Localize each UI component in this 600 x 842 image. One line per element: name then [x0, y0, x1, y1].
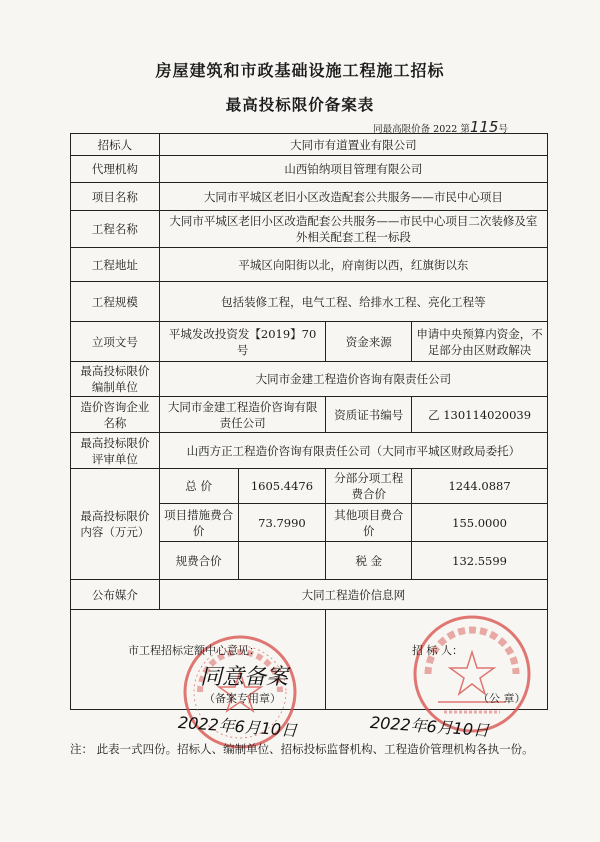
record-number-handwritten: 115 — [469, 118, 499, 136]
agency-label: 代理机构 — [71, 156, 160, 183]
row-approval-doc — [71, 322, 548, 362]
subitem-cost-value: 1244.0887 — [412, 469, 548, 504]
footnote: 注： 此表一式四份。招标人、编制单位、招标投标监督机构、工程造价管理机构各执一份。 — [70, 742, 534, 756]
fees-label: 规费合价 — [159, 542, 238, 580]
project-name-label: 项目名称 — [71, 183, 160, 211]
reviewer-label: 最高投标限价评审单位 — [71, 433, 160, 469]
price-content-label: 最高投标限价内容（万元） — [71, 469, 160, 580]
fund-source-value: 申请中央预算内资金，不足部分由区财政解决 — [412, 322, 548, 362]
compiler-value: 大同市金建工程造价咨询有限责任公司 — [159, 362, 547, 397]
row-agency — [71, 156, 548, 183]
row-compiler — [71, 362, 548, 397]
engineering-name-label: 工程名称 — [71, 211, 160, 248]
compiler-label: 最高投标限价编制单位 — [71, 362, 160, 397]
record-number-suffix: 号 — [498, 124, 508, 135]
tax-label: 税 金 — [326, 542, 412, 580]
cost-consult-label: 造价咨询企业名称 — [71, 397, 160, 433]
measures-cost-value: 73.7990 — [238, 504, 326, 542]
total-price-value: 1605.4476 — [238, 469, 326, 504]
row-reviewer — [71, 433, 548, 469]
row-project-name — [71, 183, 548, 211]
row-cost-consult — [71, 397, 548, 433]
row-engineering-name — [71, 211, 548, 248]
total-price-label: 总 价 — [159, 469, 238, 504]
reviewer-value: 山西方正工程造价咨询有限责任公司（大同市平城区财政局委托） — [159, 433, 547, 469]
row-price-total — [71, 469, 548, 504]
other-cost-value: 155.0000 — [412, 504, 548, 542]
tenderer-value: 大同市有道置业有限公司 — [159, 134, 547, 156]
row-media — [71, 580, 548, 610]
engineering-scale-label: 工程规模 — [71, 282, 160, 322]
record-number-prefix: 同最高限价备 2022 第 — [373, 124, 470, 135]
engineering-address-value: 平城区向阳街以北，府南街以西，红旗街以东 — [159, 248, 547, 282]
measures-cost-label: 项目措施费合价 — [159, 504, 238, 542]
left-signature-note: 市工程招标定额中心意见： — [128, 644, 260, 657]
tenderer-label: 招标人 — [71, 134, 160, 156]
handwritten-approval: 同意备案 — [200, 665, 289, 690]
cost-consult-value: 大同市金建工程造价咨询有限责任公司 — [159, 397, 326, 433]
title-line-1: 房屋建筑和市政基础设施工程施工招标 — [155, 61, 445, 80]
media-label: 公布媒介 — [71, 580, 160, 610]
agency-value: 山西铂纳项目管理有限公司 — [159, 156, 547, 183]
right-stamp-caption: （公 章） — [478, 692, 526, 705]
row-engineering-address — [71, 248, 548, 282]
approval-doc-value: 平城发改投资发【2019】70 号 — [159, 322, 326, 362]
engineering-name-value: 大同市平城区老旧小区改造配套公共服务——市民中心项目二次装修及室外相关配套工程一标段 — [159, 211, 547, 248]
fees-value — [238, 542, 326, 580]
right-signature-note: 招 标 人： — [412, 644, 463, 657]
title-line-2: 最高投标限价备案表 — [225, 95, 375, 114]
left-stamp-caption: （备案专用章） — [204, 692, 281, 705]
engineering-address-label: 工程地址 — [71, 248, 160, 282]
fund-source-label: 资金来源 — [326, 322, 412, 362]
cert-number-label: 资质证书编号 — [326, 397, 412, 433]
right-handwritten-date: 2022年6月10日 — [369, 712, 490, 741]
subitem-cost-label: 分部分项工程费合价 — [326, 469, 412, 504]
engineering-scale-value: 包括装修工程，电气工程、给排水工程、亮化工程等 — [159, 282, 547, 322]
left-handwritten-date: 2022年6月10日 — [177, 712, 298, 741]
tax-value: 132.5599 — [412, 542, 548, 580]
row-engineering-scale — [71, 282, 548, 322]
row-tenderer — [71, 134, 548, 156]
media-value: 大同工程造价信息网 — [159, 580, 547, 610]
other-cost-label: 其他项目费合价 — [326, 504, 412, 542]
approval-doc-label: 立项文号 — [71, 322, 160, 362]
project-name-value: 大同市平城区老旧小区改造配套公共服务——市民中心项目 — [159, 183, 547, 211]
cert-number-value: 乙 130114020039 — [412, 397, 548, 433]
